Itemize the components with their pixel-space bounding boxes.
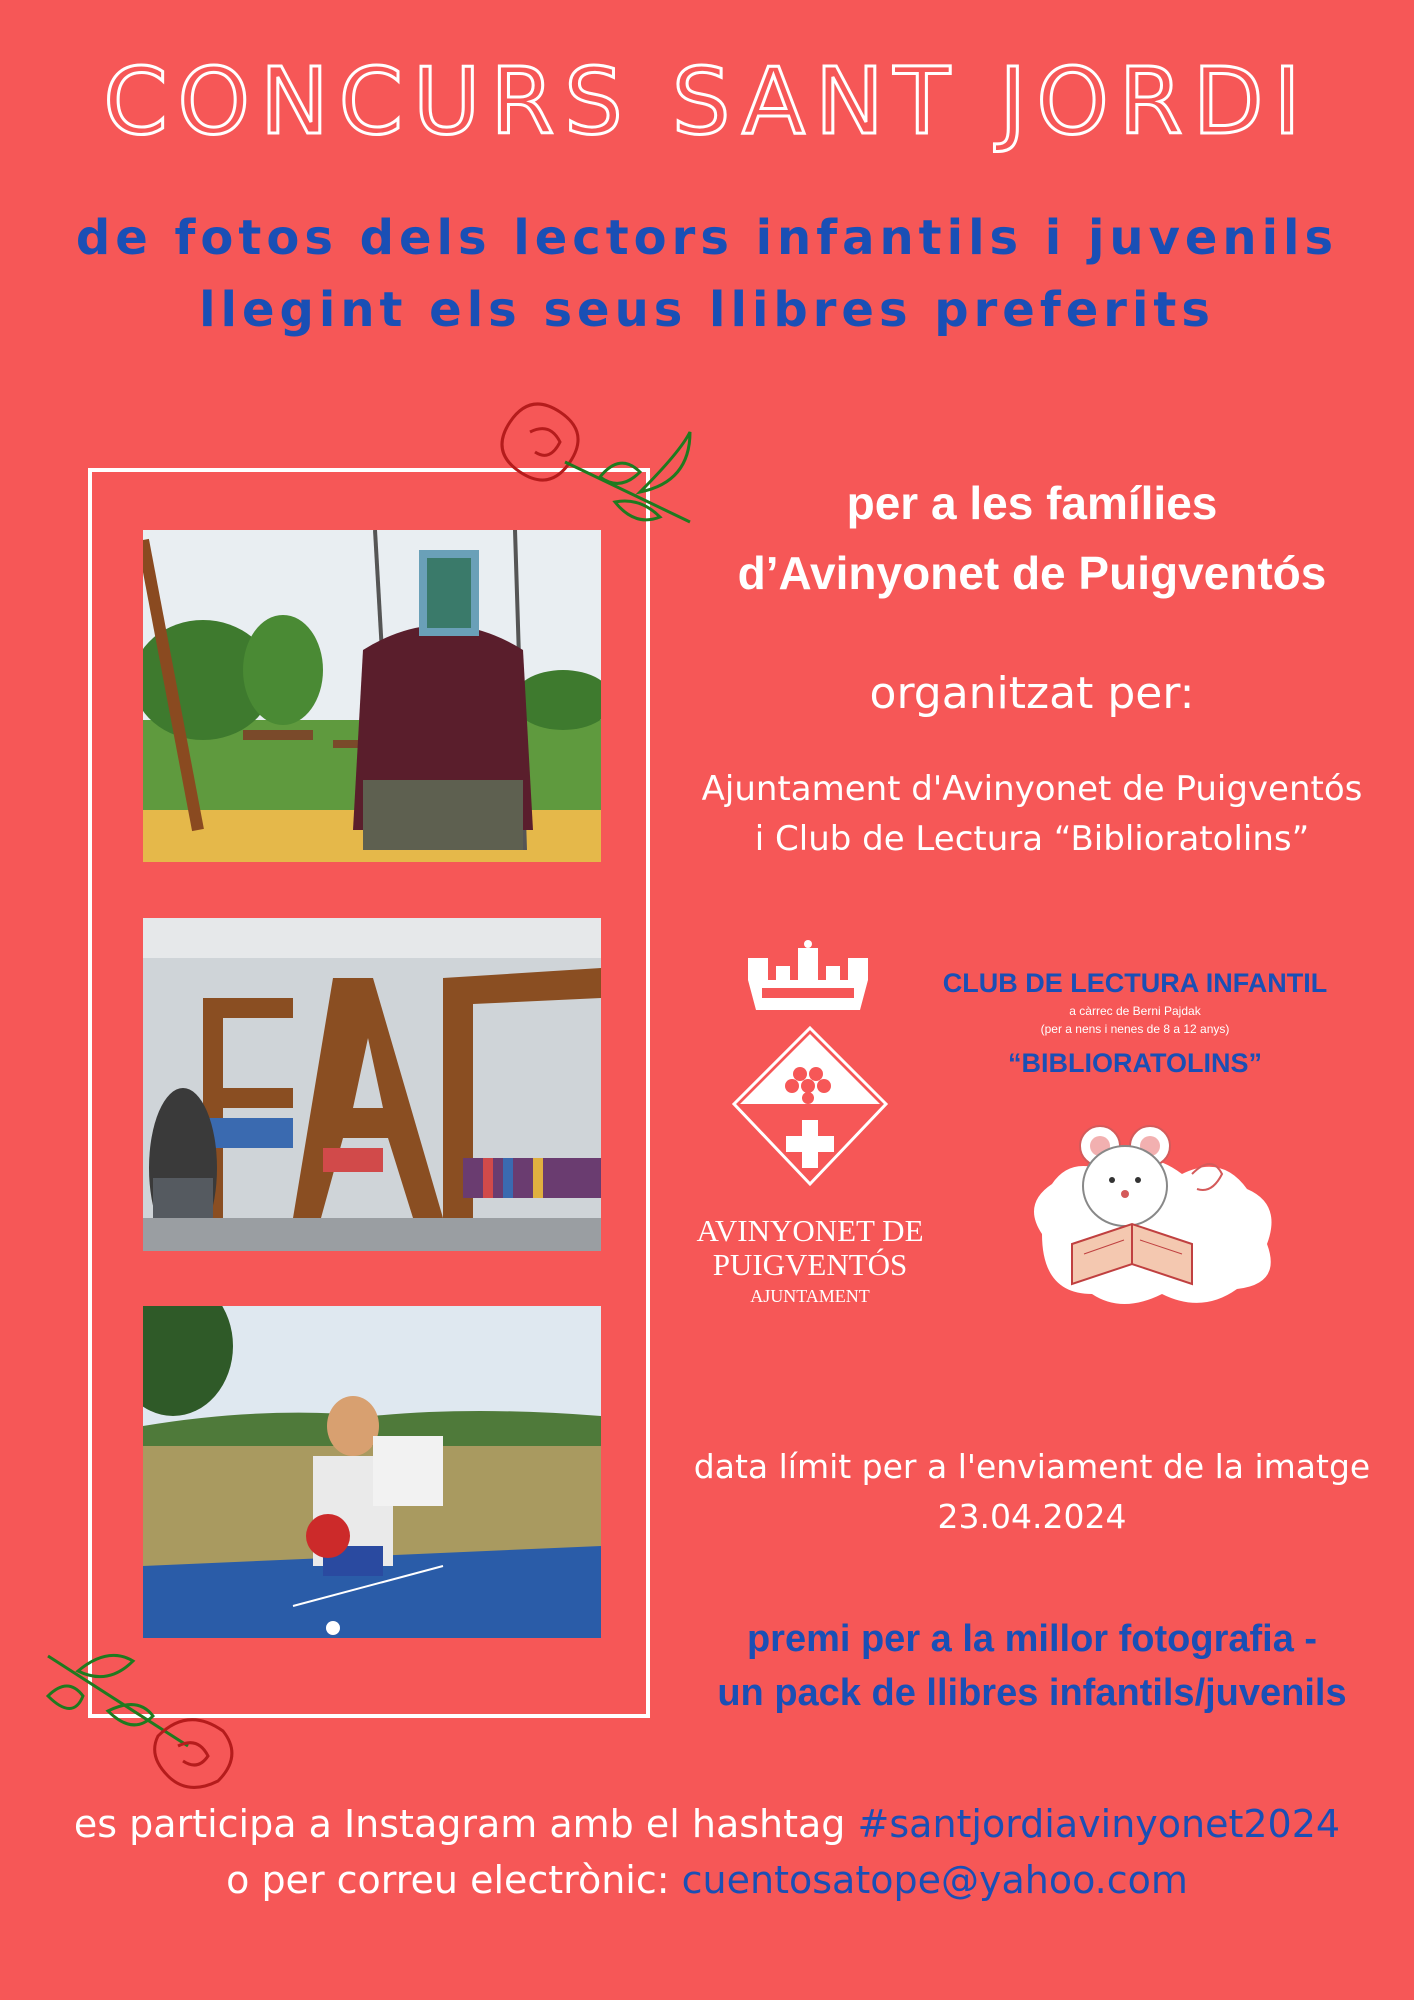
club-ages: (per a nens i nenes de 8 a 12 anys)	[1040, 1022, 1230, 1036]
prize-line-1: premi per a la millor fotografia -	[746, 1618, 1318, 1660]
organizers-line-1: Ajuntament d'Avinyonet de Puigventós	[701, 769, 1363, 809]
footer-instagram	[0, 1796, 1414, 1852]
families-line-1: per a les famílies	[846, 477, 1218, 529]
deadline	[668, 1442, 1396, 1542]
photo-swing	[143, 530, 601, 862]
deadline-label: data límit per a l'enviament de la imatge	[693, 1447, 1371, 1486]
ajuntament-sub: AJUNTAMENT	[750, 1286, 870, 1306]
subtitle-line-1: de fotos dels lectors infantils i juvenils	[75, 210, 1339, 266]
deadline-date: 23.04.2024	[937, 1497, 1127, 1536]
organizers-list	[668, 764, 1396, 864]
ajuntament-name-line-1: AVINYONET DE	[696, 1213, 924, 1248]
club-title: CLUB DE LECTURA INFANTIL	[942, 968, 1328, 998]
hashtag-link[interactable]: #santjordiavinyonet2024	[857, 1802, 1341, 1846]
club-by: a càrrec de Berni Pajdak	[1069, 1004, 1201, 1018]
photo-pingpong	[143, 1306, 601, 1638]
ajuntament-name	[680, 1214, 940, 1282]
mouse-reading-icon	[1012, 1114, 1292, 1314]
families-heading	[668, 468, 1396, 608]
prize-line-2: un pack de llibres infantils/juvenils	[717, 1672, 1347, 1714]
photo-library	[143, 918, 601, 1251]
organizers-heading: organitzat per:	[869, 668, 1195, 719]
email-link[interactable]: cuentosatope@yahoo.com	[681, 1858, 1188, 1902]
ajuntament-name-line-2: PUIGVENTÓS	[712, 1247, 908, 1282]
shield-grapes-icon	[730, 1024, 890, 1194]
subtitle-line-2: llegint els seus llibres preferits	[199, 282, 1215, 338]
email-prefix: o per correu electrònic:	[226, 1858, 682, 1902]
prize	[668, 1612, 1396, 1720]
rose-icon	[38, 1636, 248, 1796]
castle-crown-icon	[738, 940, 878, 1020]
families-line-2: d’Avinyonet de Puigventós	[737, 547, 1327, 599]
footer-email	[0, 1852, 1414, 1908]
instagram-prefix: es participa a Instagram amb el hashtag	[73, 1802, 858, 1846]
organizers-line-2: i Club de Lectura “Biblioratolins”	[754, 819, 1310, 859]
page-title: CONCURS SANT JORDI	[103, 48, 1311, 155]
club-name: “BIBLIORATOLINS”	[1008, 1048, 1262, 1078]
